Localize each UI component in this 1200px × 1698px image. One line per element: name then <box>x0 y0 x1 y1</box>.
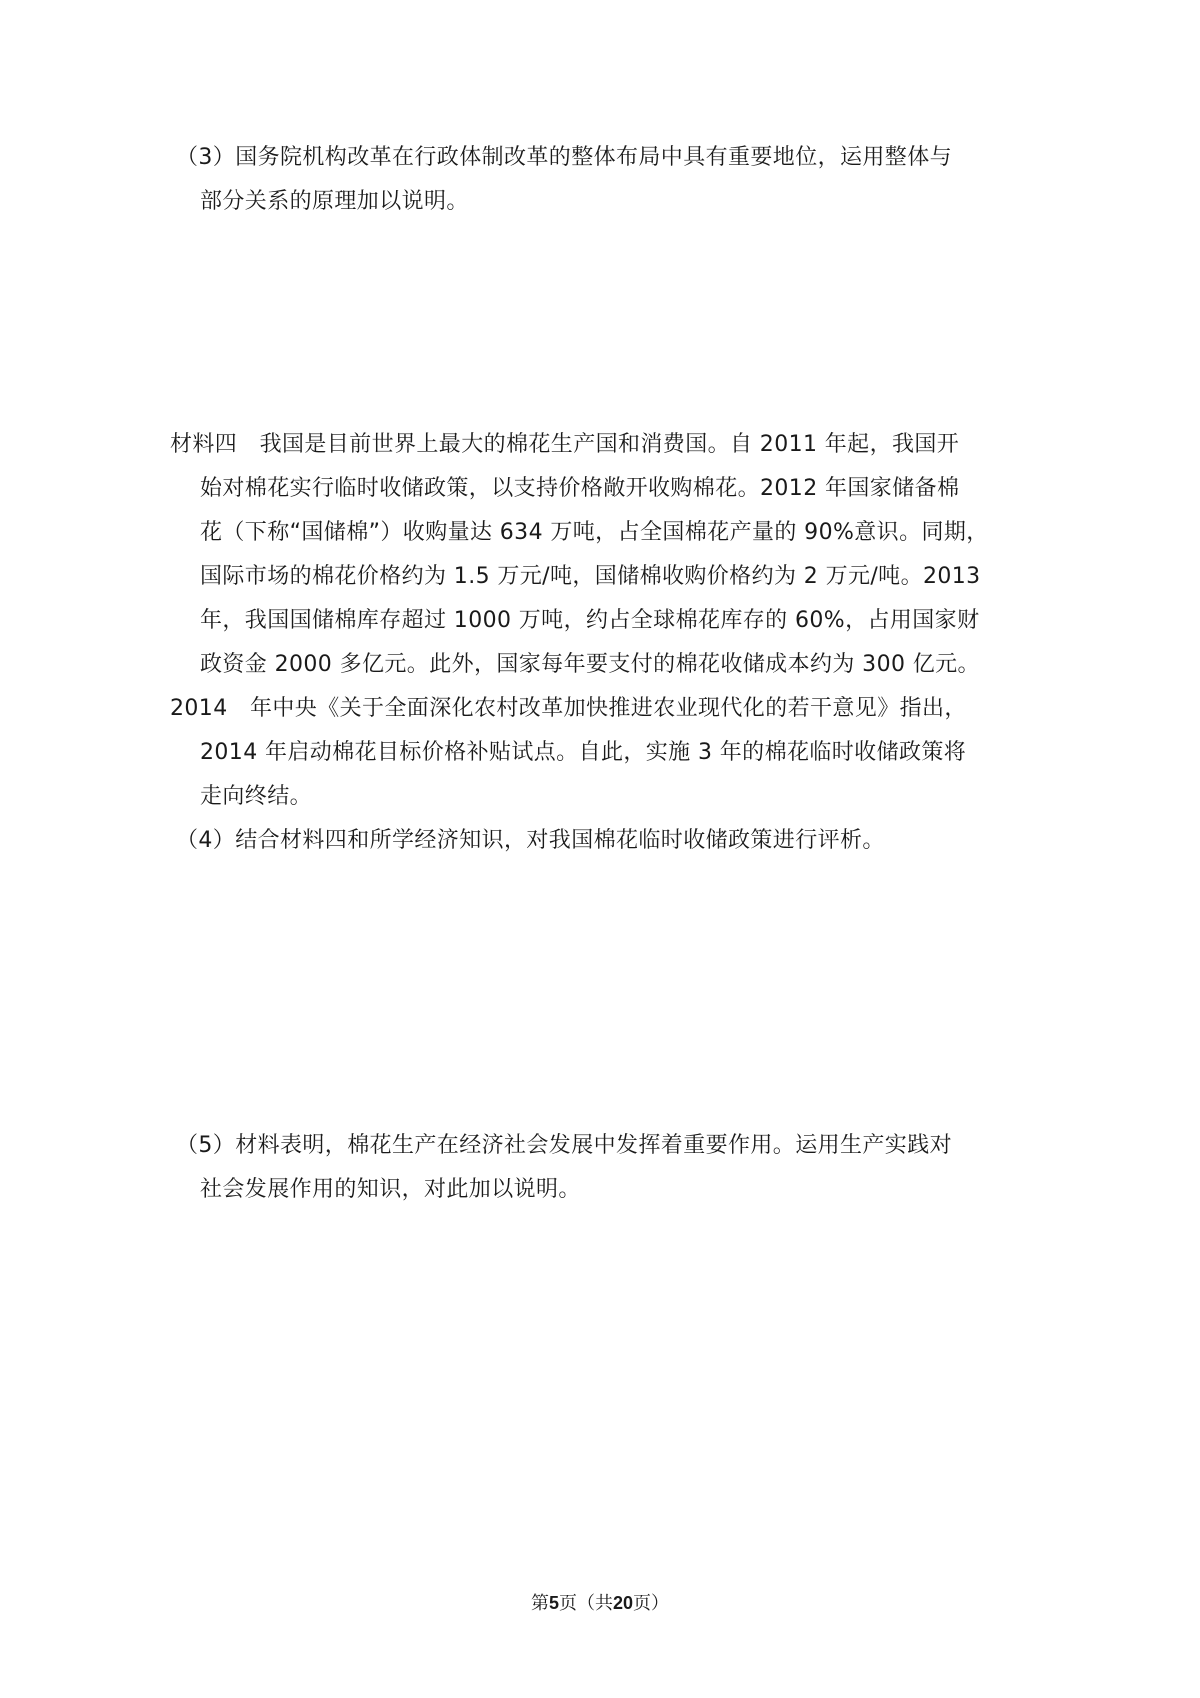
material-4-line-5: 年，我国国储棉库存超过 1000 万吨，约占全球棉花库存的 60%，占用国家财 <box>200 608 980 633</box>
footer-middle: 页（共 <box>558 1593 613 1614</box>
material-4-line-6: 政资金 2000 多亿元。此外，国家每年要支付的棉花收储成本约为 300 亿元。 <box>200 652 980 677</box>
material-4-line-1: 材料四 我国是目前世界上最大的棉花生产国和消费国。自 2011 年起，我国开 <box>170 432 960 457</box>
question-5-line-1: （5）材料表明，棉花生产在经济社会发展中发挥着重要作用。运用生产实践对 <box>176 1133 952 1158</box>
material-4-line-9: 走向终结。 <box>200 784 313 809</box>
question-3-line-1: （3）国务院机构改革在行政体制改革的整体布局中具有重要地位，运用整体与 <box>176 145 952 170</box>
material-4-line-3: 花（下称“国储棉”）收购量达 634 万吨，占全国棉花产量的 90%意识。同期， <box>200 520 989 545</box>
material-4-line-7: 2014 年中央《关于全面深化农村改革加快推进农业现代化的若干意见》指出， <box>170 696 967 721</box>
footer-total-pages: 20 <box>612 1593 634 1613</box>
footer-page-number: 5 <box>548 1593 559 1613</box>
footer-prefix: 第 <box>530 1593 549 1614</box>
page-footer <box>0 1590 1200 1617</box>
footer-suffix: 页） <box>633 1593 670 1614</box>
question-5-line-2: 社会发展作用的知识，对此加以说明。 <box>200 1177 581 1202</box>
material-4-line-4: 国际市场的棉花价格约为 1.5 万元/吨，国储棉收购价格约为 2 万元/吨。2013 <box>200 564 981 589</box>
question-4-line-1: （4）结合材料四和所学经济知识，对我国棉花临时收储政策进行评析。 <box>176 828 885 853</box>
material-4-line-8: 2014 年启动棉花目标价格补贴试点。自此，实施 3 年的棉花临时收储政策将 <box>200 740 967 765</box>
question-3-line-2: 部分关系的原理加以说明。 <box>200 189 469 214</box>
material-4-line-2: 始对棉花实行临时收储政策，以支持价格敞开收购棉花。2012 年国家储备棉 <box>200 476 960 501</box>
